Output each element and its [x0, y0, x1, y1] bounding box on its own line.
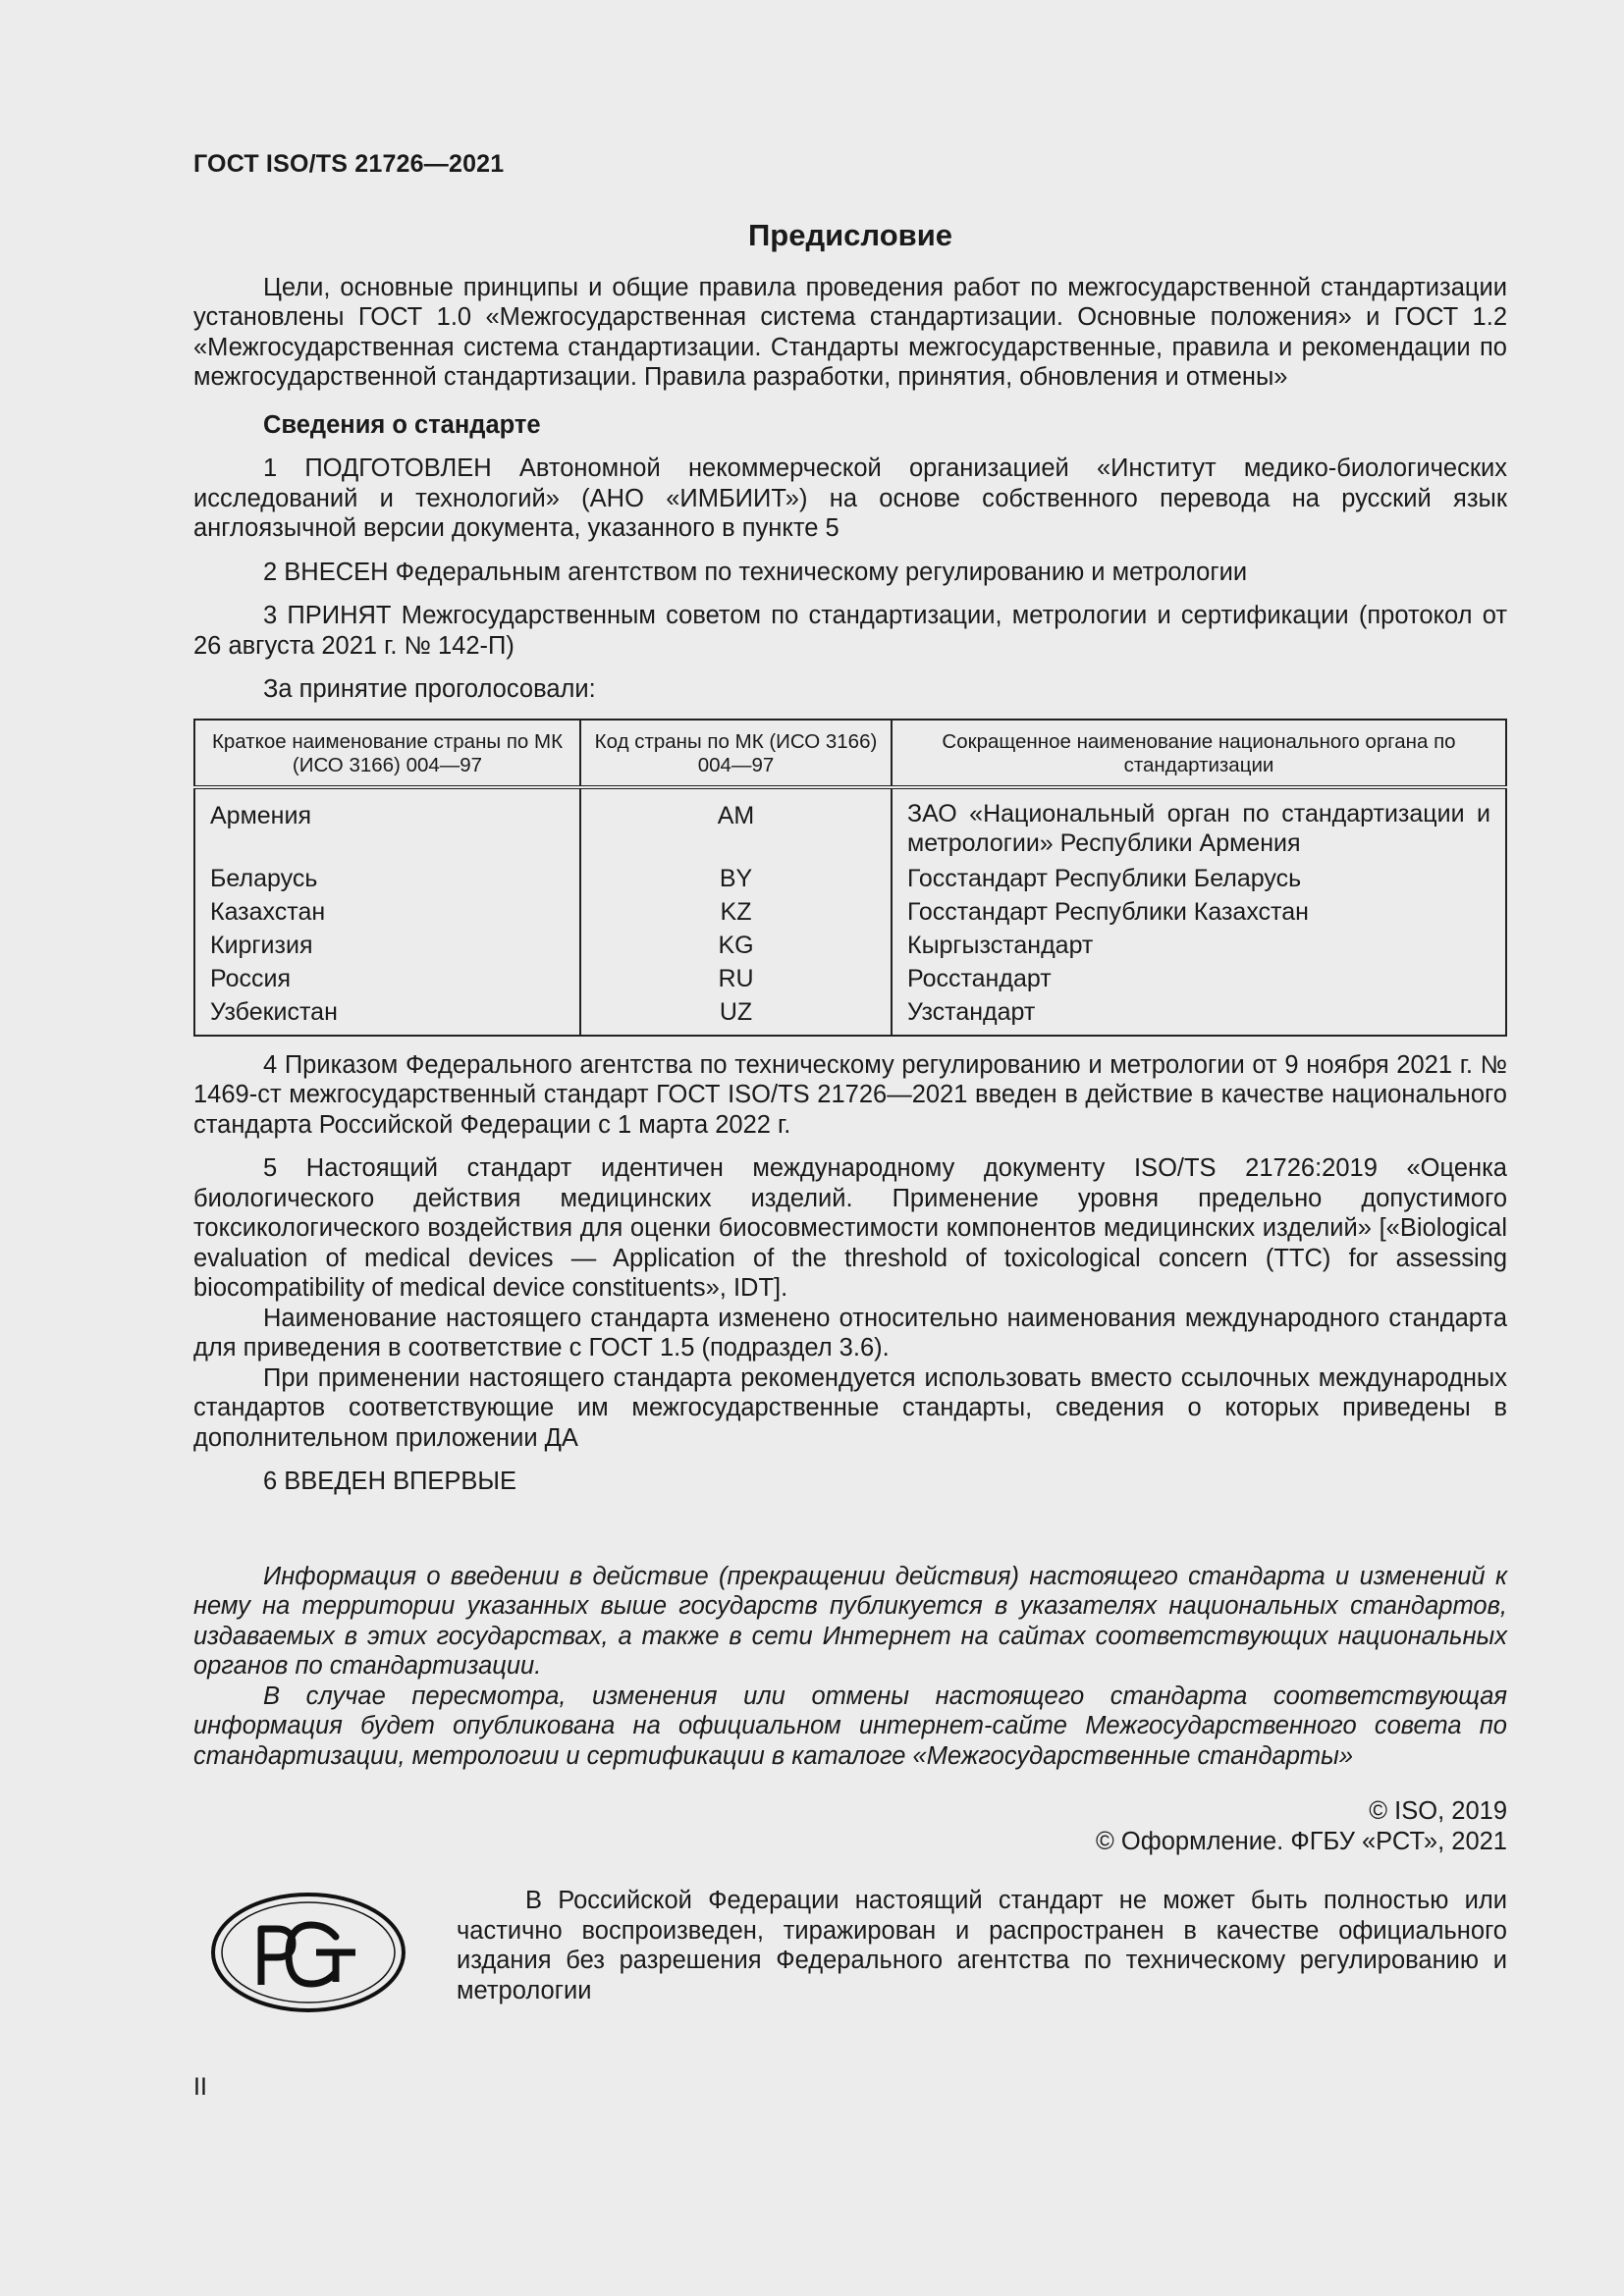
code-cell: KZ — [580, 895, 892, 929]
footer-block — [193, 1886, 1507, 2023]
column-header-body: Сокращенное наименование национального органа по стандартизации — [892, 720, 1506, 787]
voting-table — [193, 719, 1507, 1037]
code-cell: KG — [580, 929, 892, 962]
item-5-name-note: Наименование настоящего стандарта изменено относительно наименования международного стандарта для приведения в соответствие с ГОСТ 1.5 (подраздел 3.6). — [193, 1304, 1507, 1362]
code-cell: AM — [580, 787, 892, 862]
body-cell: Росстандарт — [907, 964, 1052, 992]
copyright-block — [193, 1796, 1507, 1856]
country-cell: Узбекистан — [194, 995, 580, 1036]
country-cell: Киргизия — [194, 929, 580, 962]
country-cell: Россия — [194, 962, 580, 995]
item-2: 2 ВНЕСЕН Федеральным агентством по техническому регулированию и метрологии — [263, 558, 1248, 586]
column-header-country: Краткое наименование страны по МК (ИСО 3166) 004—97 — [194, 720, 580, 787]
code-cell: RU — [580, 962, 892, 995]
rst-logo-icon — [210, 1892, 406, 2013]
item-5: 5 Настоящий стандарт идентичен международному документу ISO/TS 21726:2019 «Оценка биологического действия медицинских изделий. Применение уровня предельно допустимого токсикологического воздействия для оценки биосовместимости компонентов медицинских изделий» [«Biological evaluation of medical devices — Application of the threshold of toxicological concern (TTC) for assessing biocompatibility of medical device constituents», IDT]. — [193, 1154, 1507, 1302]
country-cell: Беларусь — [194, 862, 580, 895]
table-row — [194, 862, 1506, 895]
code-cell: UZ — [580, 995, 892, 1036]
body-cell: Госстандарт Республики Казахстан — [907, 897, 1309, 926]
body-cell: Узстандарт — [907, 997, 1036, 1026]
copyright-rst: © Оформление. ФГБУ «РСТ», 2021 — [1096, 1827, 1507, 1855]
table-row — [194, 787, 1506, 862]
body-cell: Госстандарт Республики Беларусь — [907, 864, 1302, 892]
notice-paragraph: В Российской Федерации настоящий стандарт не может быть полностью или частично воспроизведен, тиражирован и распространен в качестве официального издания без разрешения Федерального агентства по техническому регулированию и метрологии — [457, 1887, 1507, 2004]
item-5-apply-note: При применении настоящего стандарта рекомендуется использовать вместо ссылочных международных стандартов соответствующие им межгосударственные стандарты, сведения о которых приведены в дополнительном приложении ДА — [193, 1363, 1507, 1452]
code-cell: BY — [580, 862, 892, 895]
item-3: 3 ПРИНЯТ Межгосударственным советом по стандартизации, метрологии и сертификации (протокол от 26 августа 2021 г. № 142-П) — [193, 602, 1507, 660]
country-cell: Армения — [194, 787, 580, 862]
item-1: 1 ПОДГОТОВЛЕН Автономной некоммерческой организацией «Институт медико-биологических исследований и технологий» (АНО «ИМБИИТ») на основе собственного перевода на русский язык англоязычной версии документа, указанного в пункте 5 — [193, 454, 1507, 542]
table-row — [194, 995, 1506, 1036]
table-row — [194, 895, 1506, 929]
info-paragraph-2: В случае пересмотра, изменения или отмены настоящего стандарта соответствующая информация будет опубликована на официальном интернет-сайте Межгосударственного совета по стандартизации, метрологии и сертификации в каталоге «Межгосударственные стандарты» — [193, 1682, 1507, 1770]
page-number: II — [193, 2073, 207, 2101]
page-title: Предисловие — [747, 218, 952, 252]
page-content — [193, 218, 1507, 2023]
voted-label: За принятие проголосовали: — [263, 675, 596, 703]
item-4: 4 Приказом Федерального агентства по техническому регулированию и метрологии от 9 ноября 2021 г. № 1469-ст межгосударственный стандарт ГОСТ ISO/TS 21726—2021 введен в действие в качестве национального стандарта Российской Федерации с 1 марта 2022 г. — [193, 1050, 1507, 1139]
table-row — [194, 962, 1506, 995]
document-header: ГОСТ ISO/TS 21726—2021 — [193, 150, 505, 178]
intro-paragraph: Цели, основные принципы и общие правила проведения работ по межгосударственной стандартизации установлены ГОСТ 1.0 «Межгосударственная система стандартизации. Основные положения» и ГОСТ 1.2 «Межгосударственная система стандартизации. Стандарты межгосударственные, правила и рекомендации по межгосударственной стандартизации. Правила разработки, принятия, обновления и отмены» — [193, 273, 1507, 391]
body-cell: ЗАО «Национальный орган по стандартизации и метрологии» Республики Армения — [907, 799, 1490, 857]
table-row — [194, 929, 1506, 962]
copyright-iso: © ISO, 2019 — [1369, 1797, 1507, 1825]
item-6: 6 ВВЕДЕН ВПЕРВЫЕ — [263, 1468, 517, 1495]
column-header-code: Код страны по МК (ИСО 3166) 004—97 — [580, 720, 892, 787]
table-header-row — [194, 720, 1506, 787]
section-heading: Сведения о стандарте — [263, 410, 541, 439]
body-cell: Кыргызстандарт — [907, 931, 1094, 959]
info-paragraph-1: Информация о введении в действие (прекращении действия) настоящего стандарта и изменений к нему на территории указанных выше государств публикуется в указателях национальных стандартов, издаваемых в этих государствах, а также в сети Интернет на сайтах соответствующих национальных органов по стандартизации. — [193, 1562, 1507, 1680]
country-cell: Казахстан — [194, 895, 580, 929]
